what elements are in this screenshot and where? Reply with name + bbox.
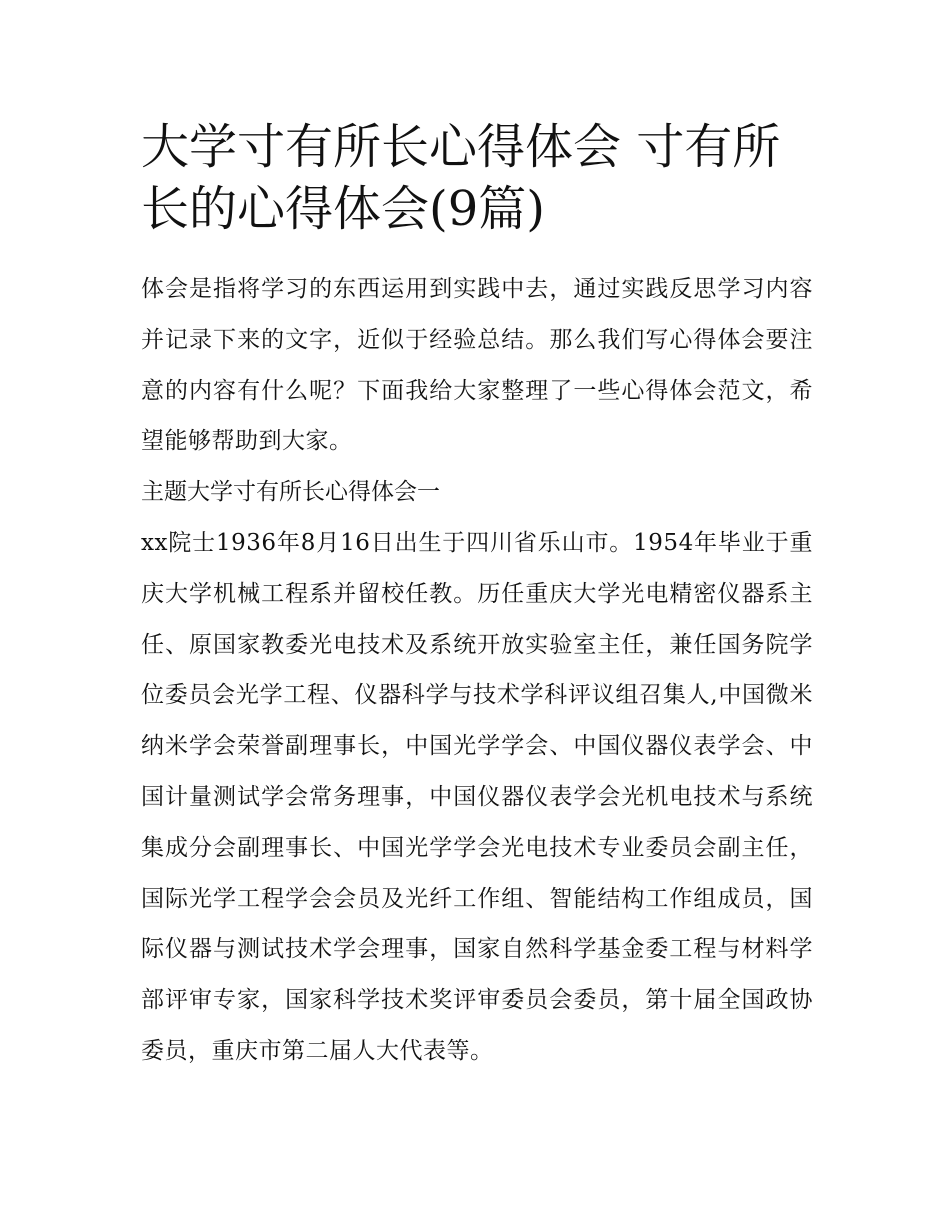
document-title: 大学寸有所长心得体会 寸有所长的心得体会(9篇) (141, 119, 781, 237)
section-heading: 主题大学寸有所长心得体会一 (141, 479, 440, 506)
document-page (141, 116, 813, 1077)
body-paragraph: xx院士1936年8月16日出生于四川省乐山市。1954年毕业于重庆大学机械工程系并留校任教。历任重庆大学光电精密仪器系主任、原国家教委光电技术及系统开放实验室主任，兼任国务院学位委员会光学工程、仪器科学与技术学科评议组召集人,中国微米纳米学会荣誉副理事长，中国光学学会、中国仪器仪表学会、中国计量测试学会常务理事，中国仪器仪表学会光机电技术与系统集成分会副理事长、中国光学学会光电技术专业委员会副主任，国际光学工程学会会员及光纤工作组、智能结构工作组成员，国际仪器与测试技术学会理事，国家自然科学基金委工程与材料学部评审专家，国家科学技术奖评审委员会委员，第十届全国政协委员，重庆市第二届人大代表等。 (141, 529, 813, 1064)
intro-paragraph: 体会是指将学习的东西运用到实践中去，通过实践反思学习内容并记录下来的文字，近似于经验总结。那么我们写心得体会要注意的内容有什么呢？下面我给大家整理了一些心得体会范文，希望能够帮助到大家。 (141, 276, 813, 455)
